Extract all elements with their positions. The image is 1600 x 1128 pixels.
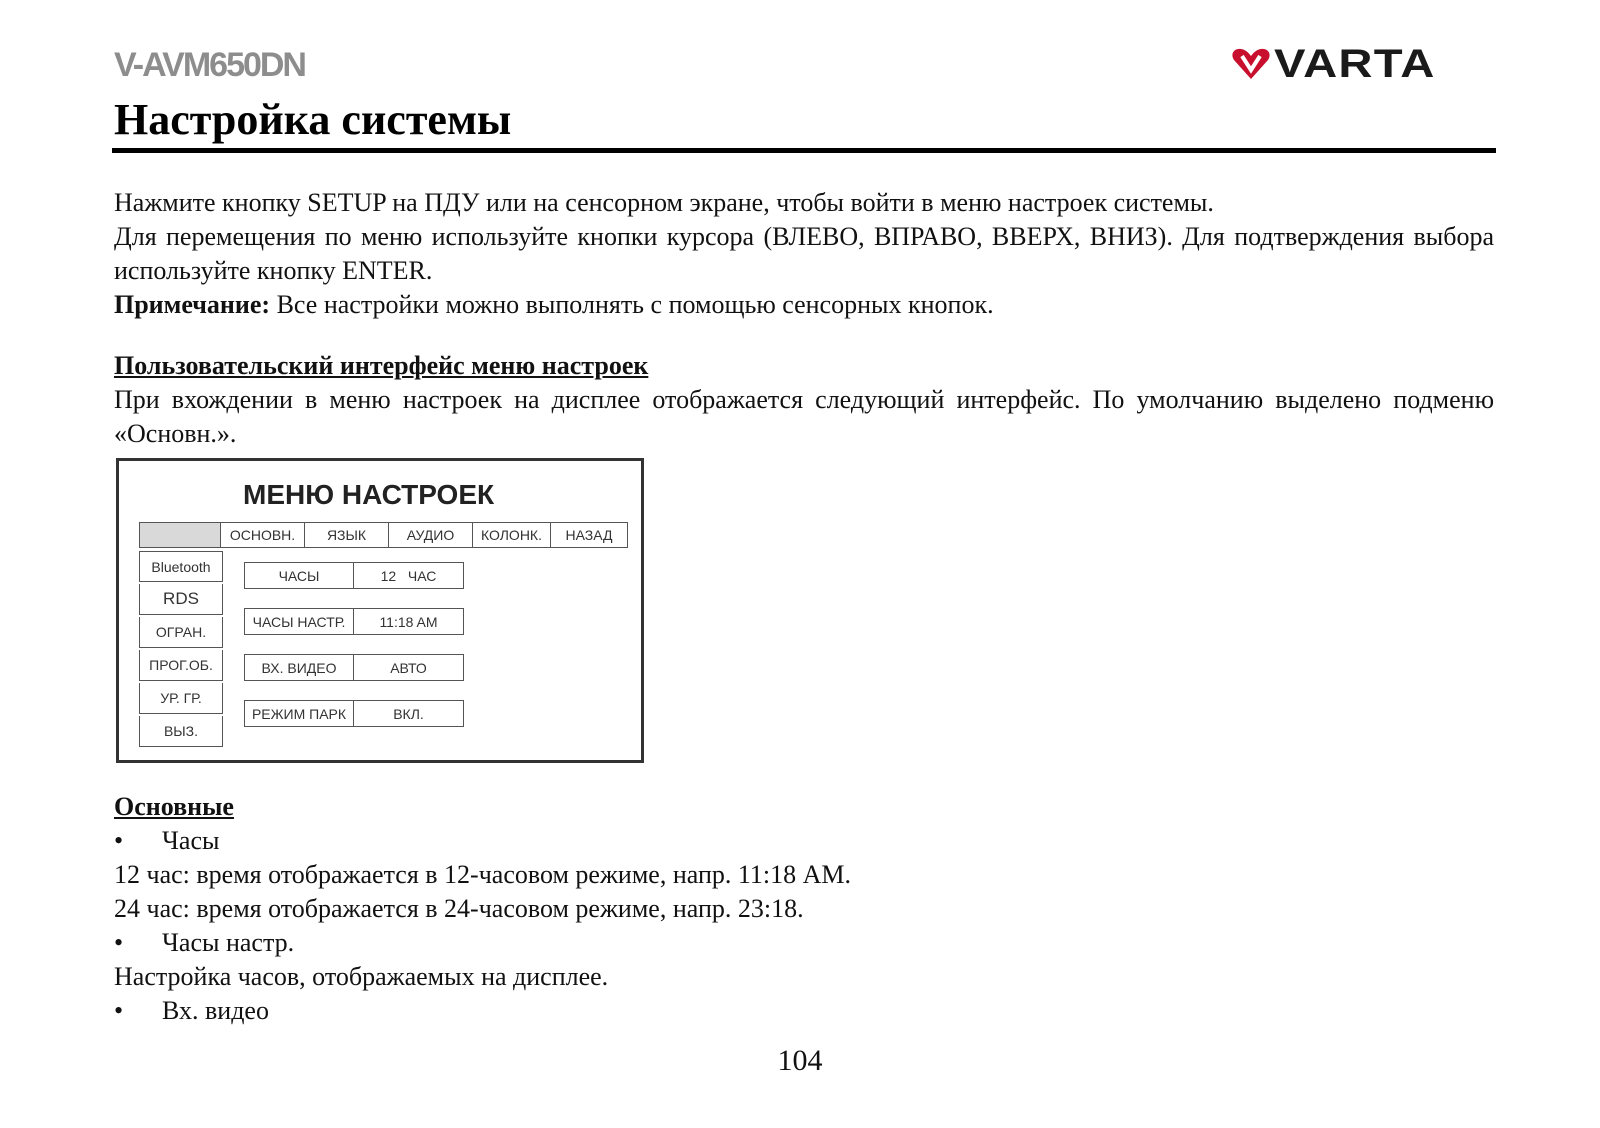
tab-language: ЯЗЫК bbox=[305, 522, 389, 548]
side-item-update: ПРОГ.ОБ. bbox=[139, 650, 223, 681]
brand-wordmark: VARTA bbox=[1274, 42, 1436, 86]
bullet-text: Часы bbox=[162, 826, 220, 855]
ui-section-heading: Пользовательский интерфейс меню настроек bbox=[114, 351, 649, 380]
tab-audio: АУДИО bbox=[389, 522, 473, 548]
side-item-volume-level: УР. ГР. bbox=[139, 683, 223, 714]
page-number: 104 bbox=[777, 1044, 823, 1077]
setting-row-video-in bbox=[244, 654, 464, 681]
title-rule bbox=[112, 148, 1496, 153]
bullet-icon: • bbox=[114, 996, 124, 1025]
bullet-text: Вх. видео bbox=[162, 996, 269, 1025]
line-clock-adjust: Настройка часов, отображаемых на дисплее. bbox=[114, 962, 609, 991]
setting-label: ЧАСЫ НАСТР. bbox=[244, 608, 354, 635]
setting-row-parking bbox=[244, 700, 464, 727]
setting-label: ВХ. ВИДЕО bbox=[244, 654, 354, 681]
setup-menu-rows bbox=[244, 562, 464, 746]
setup-menu-side bbox=[139, 551, 223, 749]
setting-label: РЕЖИМ ПАРК bbox=[244, 700, 354, 727]
bullet-video-in bbox=[114, 994, 1494, 1028]
page-title: Настройка системы bbox=[114, 95, 512, 144]
setting-row-clock-adjust bbox=[244, 608, 464, 635]
setting-value: 12 ЧАС bbox=[354, 562, 464, 589]
note-paragraph bbox=[114, 288, 1494, 322]
tab-speakers: КОЛОНК. bbox=[473, 522, 551, 548]
line-12h: 12 час: время отображается в 12-часовом режиме, напр. 11:18 AM. bbox=[114, 860, 852, 889]
bullet-clock-adjust bbox=[114, 926, 1494, 960]
basic-heading: Основные bbox=[114, 792, 234, 821]
setting-value: АВТО bbox=[354, 654, 464, 681]
bullet-icon: • bbox=[114, 826, 124, 855]
intro-line-1: Нажмите кнопку SETUP на ПДУ или на сенсорном экране, чтобы войти в меню настроек системы. bbox=[114, 188, 1214, 217]
ui-section-text: При вхождении в меню настроек на дисплее отображается следующий интерфейс. По умолчанию выделено подменю «Основн.». bbox=[114, 385, 1494, 448]
bullet-clock bbox=[114, 824, 1494, 858]
intro-line-2: Для перемещения по меню используйте кнопки курсора (ВЛЕВО, ВПРАВО, ВВЕРХ, ВНИЗ). Для подтверждения выбора используйте кнопку ENTER. bbox=[114, 222, 1494, 285]
setup-menu-title: МЕНЮ НАСТРОЕК bbox=[243, 479, 495, 510]
side-item-bluetooth: Bluetooth bbox=[139, 551, 223, 582]
ui-section bbox=[114, 349, 1494, 451]
setup-menu-tabs bbox=[139, 522, 628, 548]
side-item-limit: ОГРАН. bbox=[139, 617, 223, 648]
basic-section bbox=[114, 790, 1494, 1028]
note-text: Все настройки можно выполнять с помощью сенсорных кнопок. bbox=[270, 290, 994, 319]
varta-logo bbox=[1232, 42, 1436, 86]
bullet-icon: • bbox=[114, 928, 124, 957]
side-item-rds: RDS bbox=[139, 584, 223, 615]
note-label: Примечание: bbox=[114, 290, 271, 319]
intro-block bbox=[114, 186, 1494, 322]
model-name: V-AVM650DN bbox=[114, 46, 305, 84]
side-item-call: ВЫЗ. bbox=[139, 716, 223, 747]
setup-menu-figure bbox=[116, 458, 644, 763]
line-24h: 24 час: время отображается в 24-часовом режиме, напр. 23:18. bbox=[114, 894, 804, 923]
tab-corner bbox=[139, 522, 221, 548]
varta-heart-icon bbox=[1232, 48, 1270, 80]
bullet-text: Часы настр. bbox=[162, 928, 295, 957]
setting-label: ЧАСЫ bbox=[244, 562, 354, 589]
setting-row-clock bbox=[244, 562, 464, 589]
tab-basic: ОСНОВН. bbox=[221, 522, 305, 548]
tab-back: НАЗАД bbox=[551, 522, 628, 548]
setting-value: 11:18 AM bbox=[354, 608, 464, 635]
setting-value: ВКЛ. bbox=[354, 700, 464, 727]
